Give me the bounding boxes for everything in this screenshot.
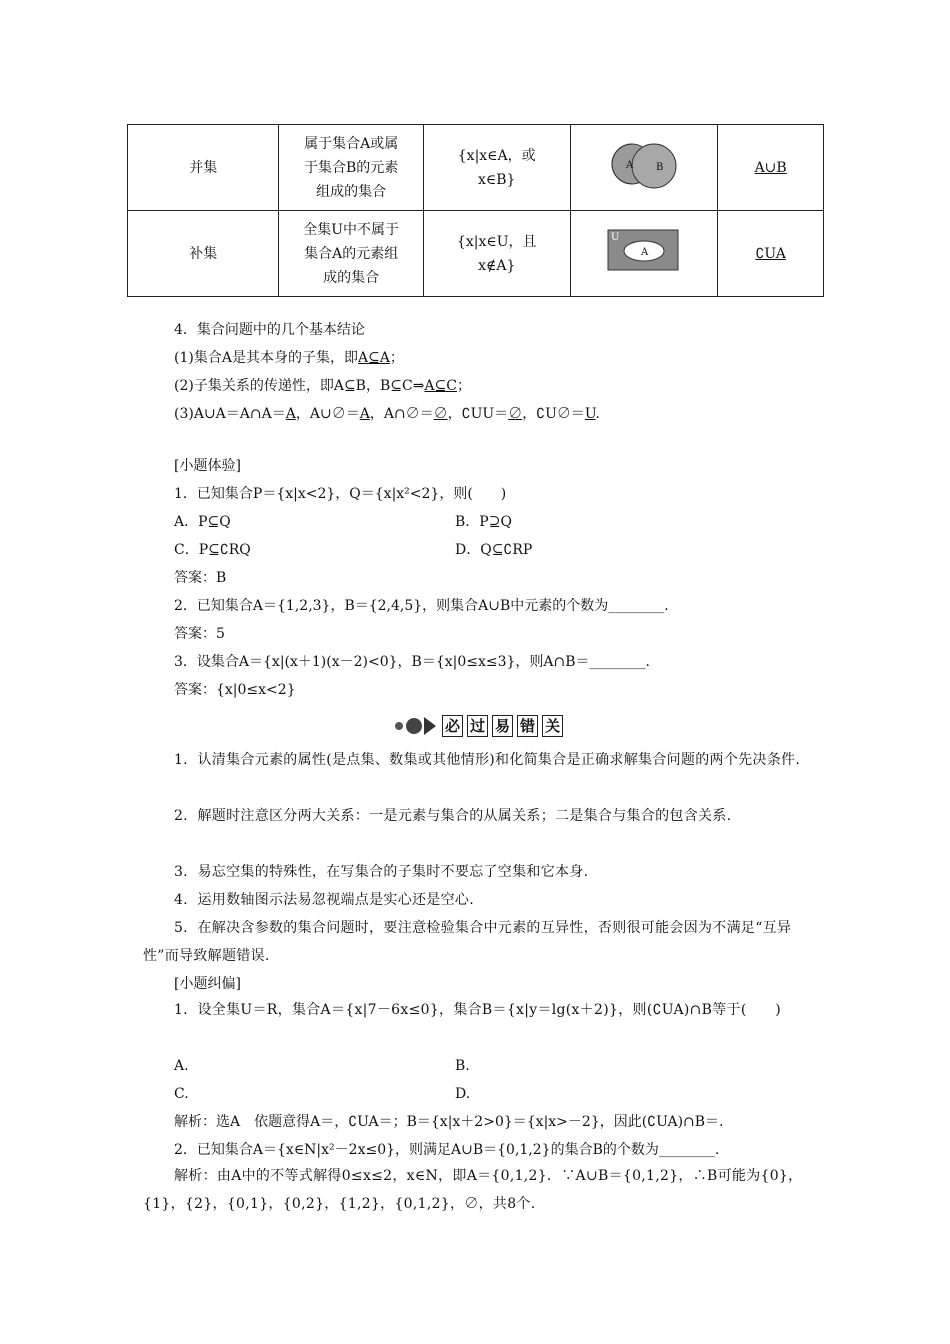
pitfall-3: 3．易忘空集的特殊性，在写集合的子集时不要忘了空集和它本身.	[174, 864, 589, 880]
pitfall-2: 2．解题时注意区分两大关系：一是元素与集合的从属关系；二是集合与集合的包含关系.	[174, 808, 732, 824]
option-b: B.	[455, 1058, 470, 1074]
question-1: 1．设全集U＝R，集合A＝{x|7－6x≤0}，集合B＝{x|y＝lg(x＋2)}，则(∁UA)∩B等于( )	[174, 1002, 781, 1018]
banner-title: 必 过 易 错 关	[442, 715, 563, 737]
option-c: C.	[174, 1086, 189, 1102]
conclusion-3: (3)A∪A＝A∩A＝A，A∪∅＝A，A∩∅＝∅，∁UU＝∅，∁U∅＝U.	[174, 406, 600, 422]
answer-1: 答案：B	[174, 570, 227, 586]
option-a: A.	[174, 1058, 189, 1074]
banner-dot-icon	[406, 718, 422, 734]
question-2: 2．已知集合A＝{1,2,3}，B＝{2,4,5}，则集合A∪B中元素的个数为________.	[174, 598, 669, 614]
question-3: 3．设集合A＝{x|(x＋1)(x－2)<0}，B＝{x|0≤x≤3}，则A∩B＝________.	[174, 654, 650, 670]
complement-venn-icon	[606, 226, 682, 274]
pitfall-5: 5．在解决含参数的集合问题时，要注意检验集合中元素的互异性，否则很可能会因为不满足“互异性”而导致解题错误.	[143, 920, 792, 964]
venn-label-a: A	[625, 159, 634, 171]
practice-header: [小题纠偏]	[174, 976, 241, 992]
operation-notation: {x|x∈U，且 x∉A}	[423, 211, 570, 297]
operation-notation: {x|x∈A，或 x∈B}	[423, 125, 570, 211]
answer-2: 答案：5	[174, 626, 225, 642]
table-row-complement	[128, 211, 824, 297]
operation-name: 并集	[128, 125, 279, 211]
solution-1: 解析：选A 依题意得A＝，∁UA＝；B＝{x|x＋2>0}＝{x|x>－2}，因此(∁UA)∩B＝.	[174, 1114, 724, 1130]
operation-result: ∁UA	[718, 211, 824, 297]
option-d: D.	[455, 1086, 471, 1102]
banner-arrow-icon	[424, 717, 436, 735]
pitfall-1: 1．认清集合元素的属性(是点集、数集或其他情形)和化简集合是正确求解集合问题的两个先决条件.	[174, 752, 801, 768]
venn-label-a: A	[640, 246, 649, 258]
question-2: 2．已知集合A＝{x∈N|x²－2x≤0}，则满足A∪B＝{0,1,2}的集合B的个数为________.	[174, 1142, 720, 1158]
pitfall-4: 4．运用数轴图示法易忽视端点是实心还是空心.	[174, 892, 474, 908]
table-row-union	[128, 125, 824, 211]
operation-result: A∪B	[718, 125, 824, 211]
union-venn-icon	[604, 136, 684, 192]
section-banner	[395, 712, 563, 740]
operation-name: 补集	[128, 211, 279, 297]
venn-label-b: B	[655, 161, 664, 173]
venn-diagram-complement	[570, 211, 718, 297]
question-1: 1．已知集合P＝{x|x<2}，Q＝{x|x²<2}，则( )	[174, 486, 507, 502]
set-operations-table	[127, 124, 824, 297]
option-d: D．Q⊆∁RP	[455, 542, 533, 558]
solution-2: 解析：由A中的不等式解得0≤x≤2，x∈N，即A＝{0,1,2}．∵A∪B＝{0,1,2}，∴B可能为{0}，{1}，{2}，{0,1}，{0,2}，{1,2}，{0,1,2}，∅，共8个.	[143, 1168, 803, 1212]
conclusion-2: (2)子集关系的传递性，即A⊆B，B⊆C⇒A⊆C；	[174, 378, 471, 394]
answer-3: 答案：{x|0≤x<2}	[174, 682, 296, 698]
venn-label-u: U	[610, 231, 620, 243]
option-a: A．P⊆Q	[174, 514, 231, 530]
option-c: C．P⊆∁RQ	[174, 542, 251, 558]
operation-description: 属于集合A或属 于集合B的元素 组成的集合	[279, 125, 423, 211]
practice-header: [小题体验]	[174, 458, 241, 474]
banner-dot-icon	[395, 722, 403, 730]
venn-diagram-union	[570, 125, 718, 211]
option-b: B．P⊇Q	[455, 514, 512, 530]
conclusion-1: (1)集合A是其本身的子集，即A⊆A；	[174, 350, 404, 366]
operation-description: 全集U中不属于 集合A的元素组 成的集合	[279, 211, 423, 297]
section-title: 4．集合问题中的几个基本结论	[174, 322, 365, 338]
